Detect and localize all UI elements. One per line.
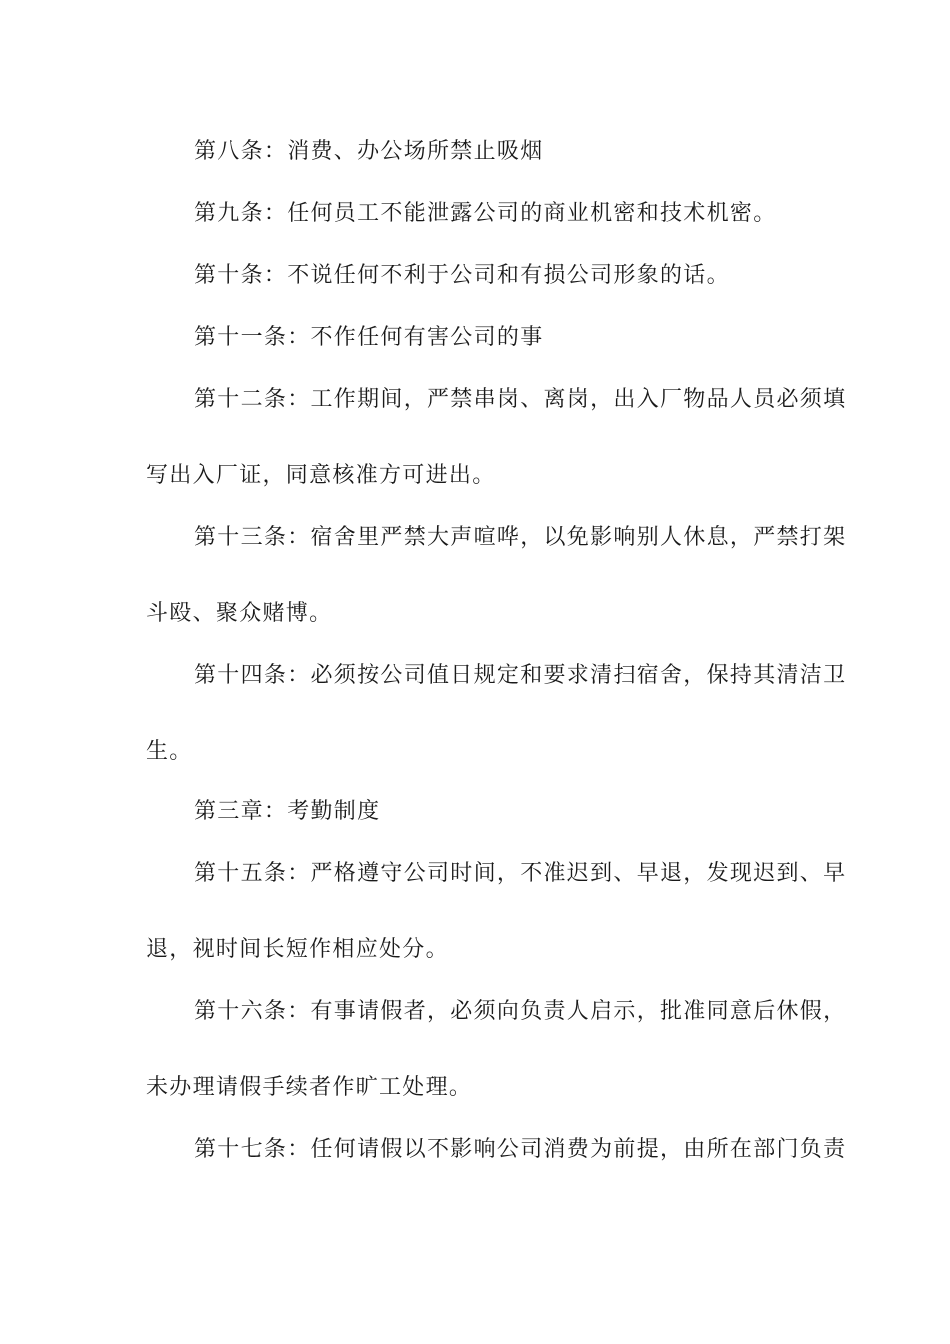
article-9: 第九条：任何员工不能泄露公司的商业机密和技术机密。 xyxy=(194,201,777,226)
article-10: 第十条：不说任何不利于公司和有损公司形象的话。 xyxy=(194,263,730,288)
article-16-line-1: 第十六条：有事请假者，必须向负责人启示，批准同意后休假， xyxy=(194,999,847,1024)
article-15-line-2: 退，视时间长短作相应处分。 xyxy=(146,937,449,962)
article-14-line-2: 生。 xyxy=(146,739,193,764)
article-16-line-2: 未办理请假手续者作旷工处理。 xyxy=(146,1075,473,1100)
article-12-line-1: 第十二条：工作期间，严禁串岗、离岗，出入厂物品人员必须填 xyxy=(194,387,847,412)
article-12-line-2: 写出入厂证，同意核准方可进出。 xyxy=(146,463,496,488)
article-14-line-1: 第十四条：必须按公司值日规定和要求清扫宿舍，保持其清洁卫 xyxy=(194,663,847,688)
article-17-line-1: 第十七条：任何请假以不影响公司消费为前提，由所在部门负责 xyxy=(194,1137,847,1162)
chapter-3-heading: 第三章：考勤制度 xyxy=(194,799,381,824)
article-15-line-1: 第十五条：严格遵守公司时间，不准迟到、早退，发现迟到、早 xyxy=(194,861,847,886)
article-11: 第十一条：不作任何有害公司的事 xyxy=(194,325,544,350)
article-13-line-2: 斗殴、聚众赌博。 xyxy=(146,601,333,626)
article-8: 第八条：消费、办公场所禁止吸烟 xyxy=(194,139,544,164)
article-13-line-1: 第十三条：宿舍里严禁大声喧哗，以免影响别人休息，严禁打架 xyxy=(194,525,847,550)
